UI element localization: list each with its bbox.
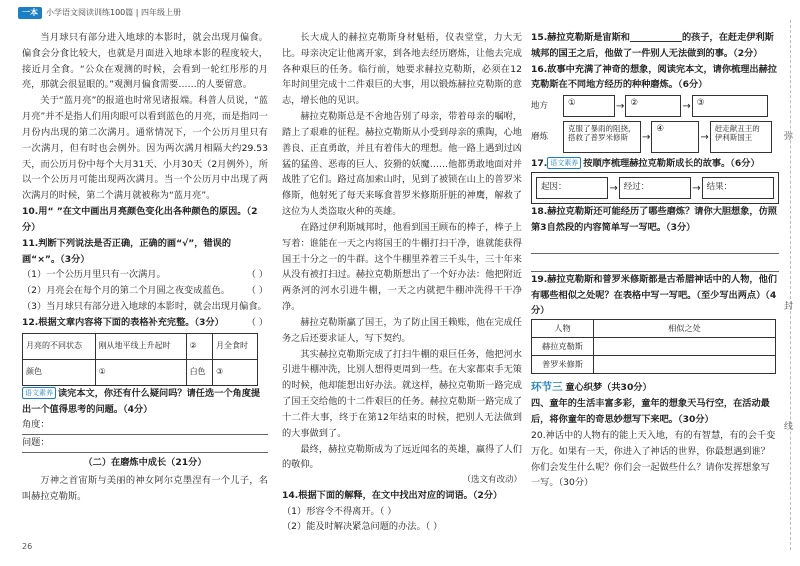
binding-mark: 封	[784, 302, 794, 312]
q14-item[interactable]: （2）能及时解决紧急问题的办法。（ ）	[282, 521, 443, 533]
trials-chain	[531, 121, 779, 153]
answer-line[interactable]	[531, 254, 779, 272]
passage-paragraph: 在路过伊利斯城邦时，他看到国王顾布的棒子，棒子上写着：谁能在一天之内将国王的牛棚打扫干净，谁就能获得国王十分之一的牛群。这个牛棚里养着三千头牛，三十年来从没有被打扫过。赫拉克勒斯想出了一个好办法：他把附近两条河的河水引进牛棚，一天之内就把牛棚冲洗得干干净净。	[282, 221, 522, 313]
chain-box[interactable]: ④	[651, 121, 699, 153]
table-cell: 白色	[186, 359, 212, 385]
page-header	[18, 6, 181, 20]
arrow-right-icon: →	[682, 100, 691, 112]
answer-line[interactable]	[531, 236, 779, 254]
passage-paragraph: 最终，赫拉克勒斯成为了远近闻名的英雄，赢得了人们的敬仰。	[282, 443, 522, 471]
passage-paragraph: 万神之首宙斯与美丽的神女阿尔克墨涅有一个儿子，名叫赫拉克勒斯。	[22, 475, 268, 503]
answer-paren[interactable]: （ ）	[246, 285, 268, 297]
answer-line-question[interactable]: 问题：	[22, 435, 268, 453]
answer-line-angle[interactable]: 角度：	[22, 417, 268, 435]
chain-box: 赶走献丑王的伊利斯国王	[710, 121, 772, 153]
question-16: 16.故事中充满了神奇的想象，阅读完本文，请你梳理出赫拉克勒斯在不同地方经历的种种磨炼。（6分）	[531, 63, 777, 91]
similarity-table	[531, 319, 776, 374]
answer-paren[interactable]: （ ）	[246, 316, 268, 328]
table-cell: 月亮的不同状态	[23, 333, 96, 359]
passage-paragraph: 其实赫拉克勒斯完成了打扫牛棚的艰巨任务，他把河水引进牛棚冲洗，比别人想得更周到一些。在大家都束手无策的时候，他却能想出好办法。就这样，赫拉克勒斯一路完成了国王交给他的十二件艰巨的任务。赫拉克勒斯一路完成了十二件大事，终于在第12年结束的时候，把别人无法做到的大事做到了。	[282, 348, 522, 439]
moon-color-table	[22, 333, 258, 386]
question-12: 12.根据文章内容将下面的表格补充完整。（3分）	[22, 316, 224, 328]
question-20: 20.神话中的人物有的能上天入地，有的有智慧，有的会千变万化。如果有一天，你进入了神话的世界，你最想遇到谁？你们会发生什么呢？你们会一起做些什么？请你发挥想象写一写。（30分）	[531, 429, 776, 489]
chain-box[interactable]: ③	[692, 95, 768, 117]
arrow-right-icon: →	[642, 131, 651, 143]
answer-blank[interactable]	[630, 31, 682, 42]
binding-cut-line	[790, 20, 791, 550]
table-cell[interactable]	[594, 356, 776, 374]
column-middle	[282, 30, 522, 535]
table-cell: 月全食时	[213, 333, 258, 359]
chain-label: 地方	[531, 101, 549, 111]
q11-item: （2）月亮会在每个月的第二个月圆之夜变成蓝色。 （ ）	[22, 283, 268, 299]
question-15: 15.赫拉克勒斯是宙斯和 的孩子，在赶走伊利斯城邦的国王之后，他做了一件别人无法做到的事。（2分）	[531, 32, 774, 59]
source-note: （选文有改动）	[462, 475, 522, 486]
question-13: 语文素养 读完本文，你还有什么疑问吗？请任选一个角度提出一个值得思考的问题。（4分）	[22, 387, 261, 415]
page-number: 26	[22, 542, 33, 551]
column-left	[22, 30, 268, 505]
arrow-right-icon: →	[700, 131, 709, 143]
table-cell[interactable]: ②	[186, 333, 212, 359]
table-cell: 普罗米修斯	[532, 356, 594, 374]
table-cell[interactable]: ③	[213, 359, 258, 385]
places-chain	[531, 95, 779, 117]
answer-paren[interactable]: （ ）	[246, 269, 268, 281]
passage-paragraph: 赫拉克勒斯赢了国王，为了防止国王赖账，他在完成任务之后还要求证人，写下契约。	[282, 316, 522, 344]
chain-label: 磨炼	[531, 132, 549, 142]
column-right	[531, 30, 779, 491]
question-18: 18.赫拉克勒斯还可能经历了哪些磨炼？请你大胆想象，仿照第3自然段的内容简单写一写吧。（3分）	[531, 206, 777, 233]
badge: 语文素养	[22, 387, 56, 399]
chain-box[interactable]: ①	[563, 95, 615, 117]
badge: 语文素养	[547, 157, 581, 169]
question-10: 10.用“ ”在文中画出月亮颜色变化出各种颜色的原因。（2分）	[22, 206, 258, 233]
header-tag: 一本	[18, 7, 42, 19]
story-cell[interactable]: 结果：	[702, 177, 774, 199]
arrow-right-icon: →	[616, 100, 625, 112]
story-cell[interactable]: 起因：	[536, 177, 608, 199]
section-title: 环节三	[531, 381, 563, 394]
table-cell[interactable]: ①	[95, 359, 186, 385]
binding-mark: 弥	[784, 132, 794, 142]
arrow-right-icon: →	[692, 182, 701, 194]
q11-item: （3）当月球只有部分进入地球的本影时，就会出现月偏食。 （ ）	[22, 299, 268, 315]
question-11: 11.判断下列说法是否正确，正确的画“√”，错误的画“×”。（3分）	[22, 237, 232, 265]
table-cell: 刚从地平线上升起时	[95, 333, 186, 359]
table-cell: 赫拉克勒斯	[532, 338, 594, 356]
question-19: 19.赫拉克勒斯和普罗米修斯都是古希腊神话中的人物，他们有哪些相似之处呢？在表格中写一写吧。（至少写出两点）（4分）	[531, 273, 777, 317]
question-17: 17. 语文素养 按顺序梳理赫拉克勒斯成长的故事。（6分）	[531, 158, 760, 170]
story-flow-box	[531, 172, 779, 204]
course-name: 小学语文阅读训练100篇 | 四年级上册	[46, 8, 182, 18]
q14-item[interactable]: （1）形容令不得离开。（ ）	[282, 505, 397, 517]
part-4-instructions: 四、童年的生活丰富多彩，童年的想象天马行空，在活动最后，将你童年的奇思妙想写下来吧。（30分）	[531, 398, 770, 426]
section-header	[531, 378, 779, 396]
passage-paragraph: 赫拉克勒斯总是不舍地告别了母亲，带着母亲的嘱咐，踏上了艰难的征程。赫拉克勒斯从小受到母亲的熏陶，心地善良、正直勇敢，并且有着伟大的理想。他一路上遇到过凶猛的猛兽、恶毒的巨人、狡猾的妖魔……他都勇敢地面对并战胜了它们。路过高加索山时，见到了被锁在山上的普罗米修斯，他射死了每天来啄食普罗米修斯肝脏的神鹰，解救了这位为人类盗取火种的英雄。	[282, 111, 522, 218]
passage-paragraph: 关于“蓝月亮”的报道也时常见诸报端。科普人员说，“蓝月亮”并不是指人们用肉眼可以看到蓝色的月亮，而是指同一月份内出现的第二次满月。通常情况下，一个公历月里只有一次满月，但有时也会例外。因为两次满月相隔大约29.53天，而公历月份中每个大月31天、小月30天（2月例外），所以一个公历月可能出现两次满月。当一个公历月中出现了两次满月的时候，第二个满月就被称为“蓝月亮”。	[22, 95, 268, 202]
story-cell[interactable]: 经过：	[619, 177, 691, 199]
passage-paragraph: 当月球只有部分进入地球的本影时，就会出现月偏食。偏食会分食比较大，也就是月面进入地球本影的程度较大，接近月全食。“公众在观测的时候，会看到一轮红彤彤的月亮，那就会很显眼的。”观测月偏食需要……的人要留意。	[22, 32, 268, 91]
table-cell: 颜色	[23, 359, 96, 385]
table-header: 人物	[532, 320, 594, 338]
chain-box: 克服了暴雨的阻挠，搭救了普罗米修斯	[563, 121, 641, 153]
passage-paragraph: 长大成人的赫拉克勒斯身材魁梧，仪表堂堂，力大无比。母亲决定让他离开家，到各地去经历磨炼，让他去完成各种艰巨的任务。临行前，她要求赫拉克勒斯，必须在12年时间里完成十二件艰巨的大事，用以锻炼赫拉克勒斯的意志，增长他的见识。	[282, 32, 522, 107]
arrow-right-icon: →	[609, 182, 618, 194]
table-header: 相似之处	[594, 320, 776, 338]
question-14: 14.根据下面的解释，在文中找出对应的词语。（2分）	[282, 489, 503, 501]
chain-box[interactable]: ②	[625, 95, 681, 117]
binding-mark: 线	[784, 422, 794, 432]
q11-item: （1）一个公历月里只有一次满月。 （ ）	[22, 267, 268, 283]
table-cell[interactable]	[594, 338, 776, 356]
section-subtitle: 童心织梦（共30分）	[565, 382, 652, 394]
passage-subhead: （二）在磨炼中成长（21分）	[83, 457, 207, 469]
